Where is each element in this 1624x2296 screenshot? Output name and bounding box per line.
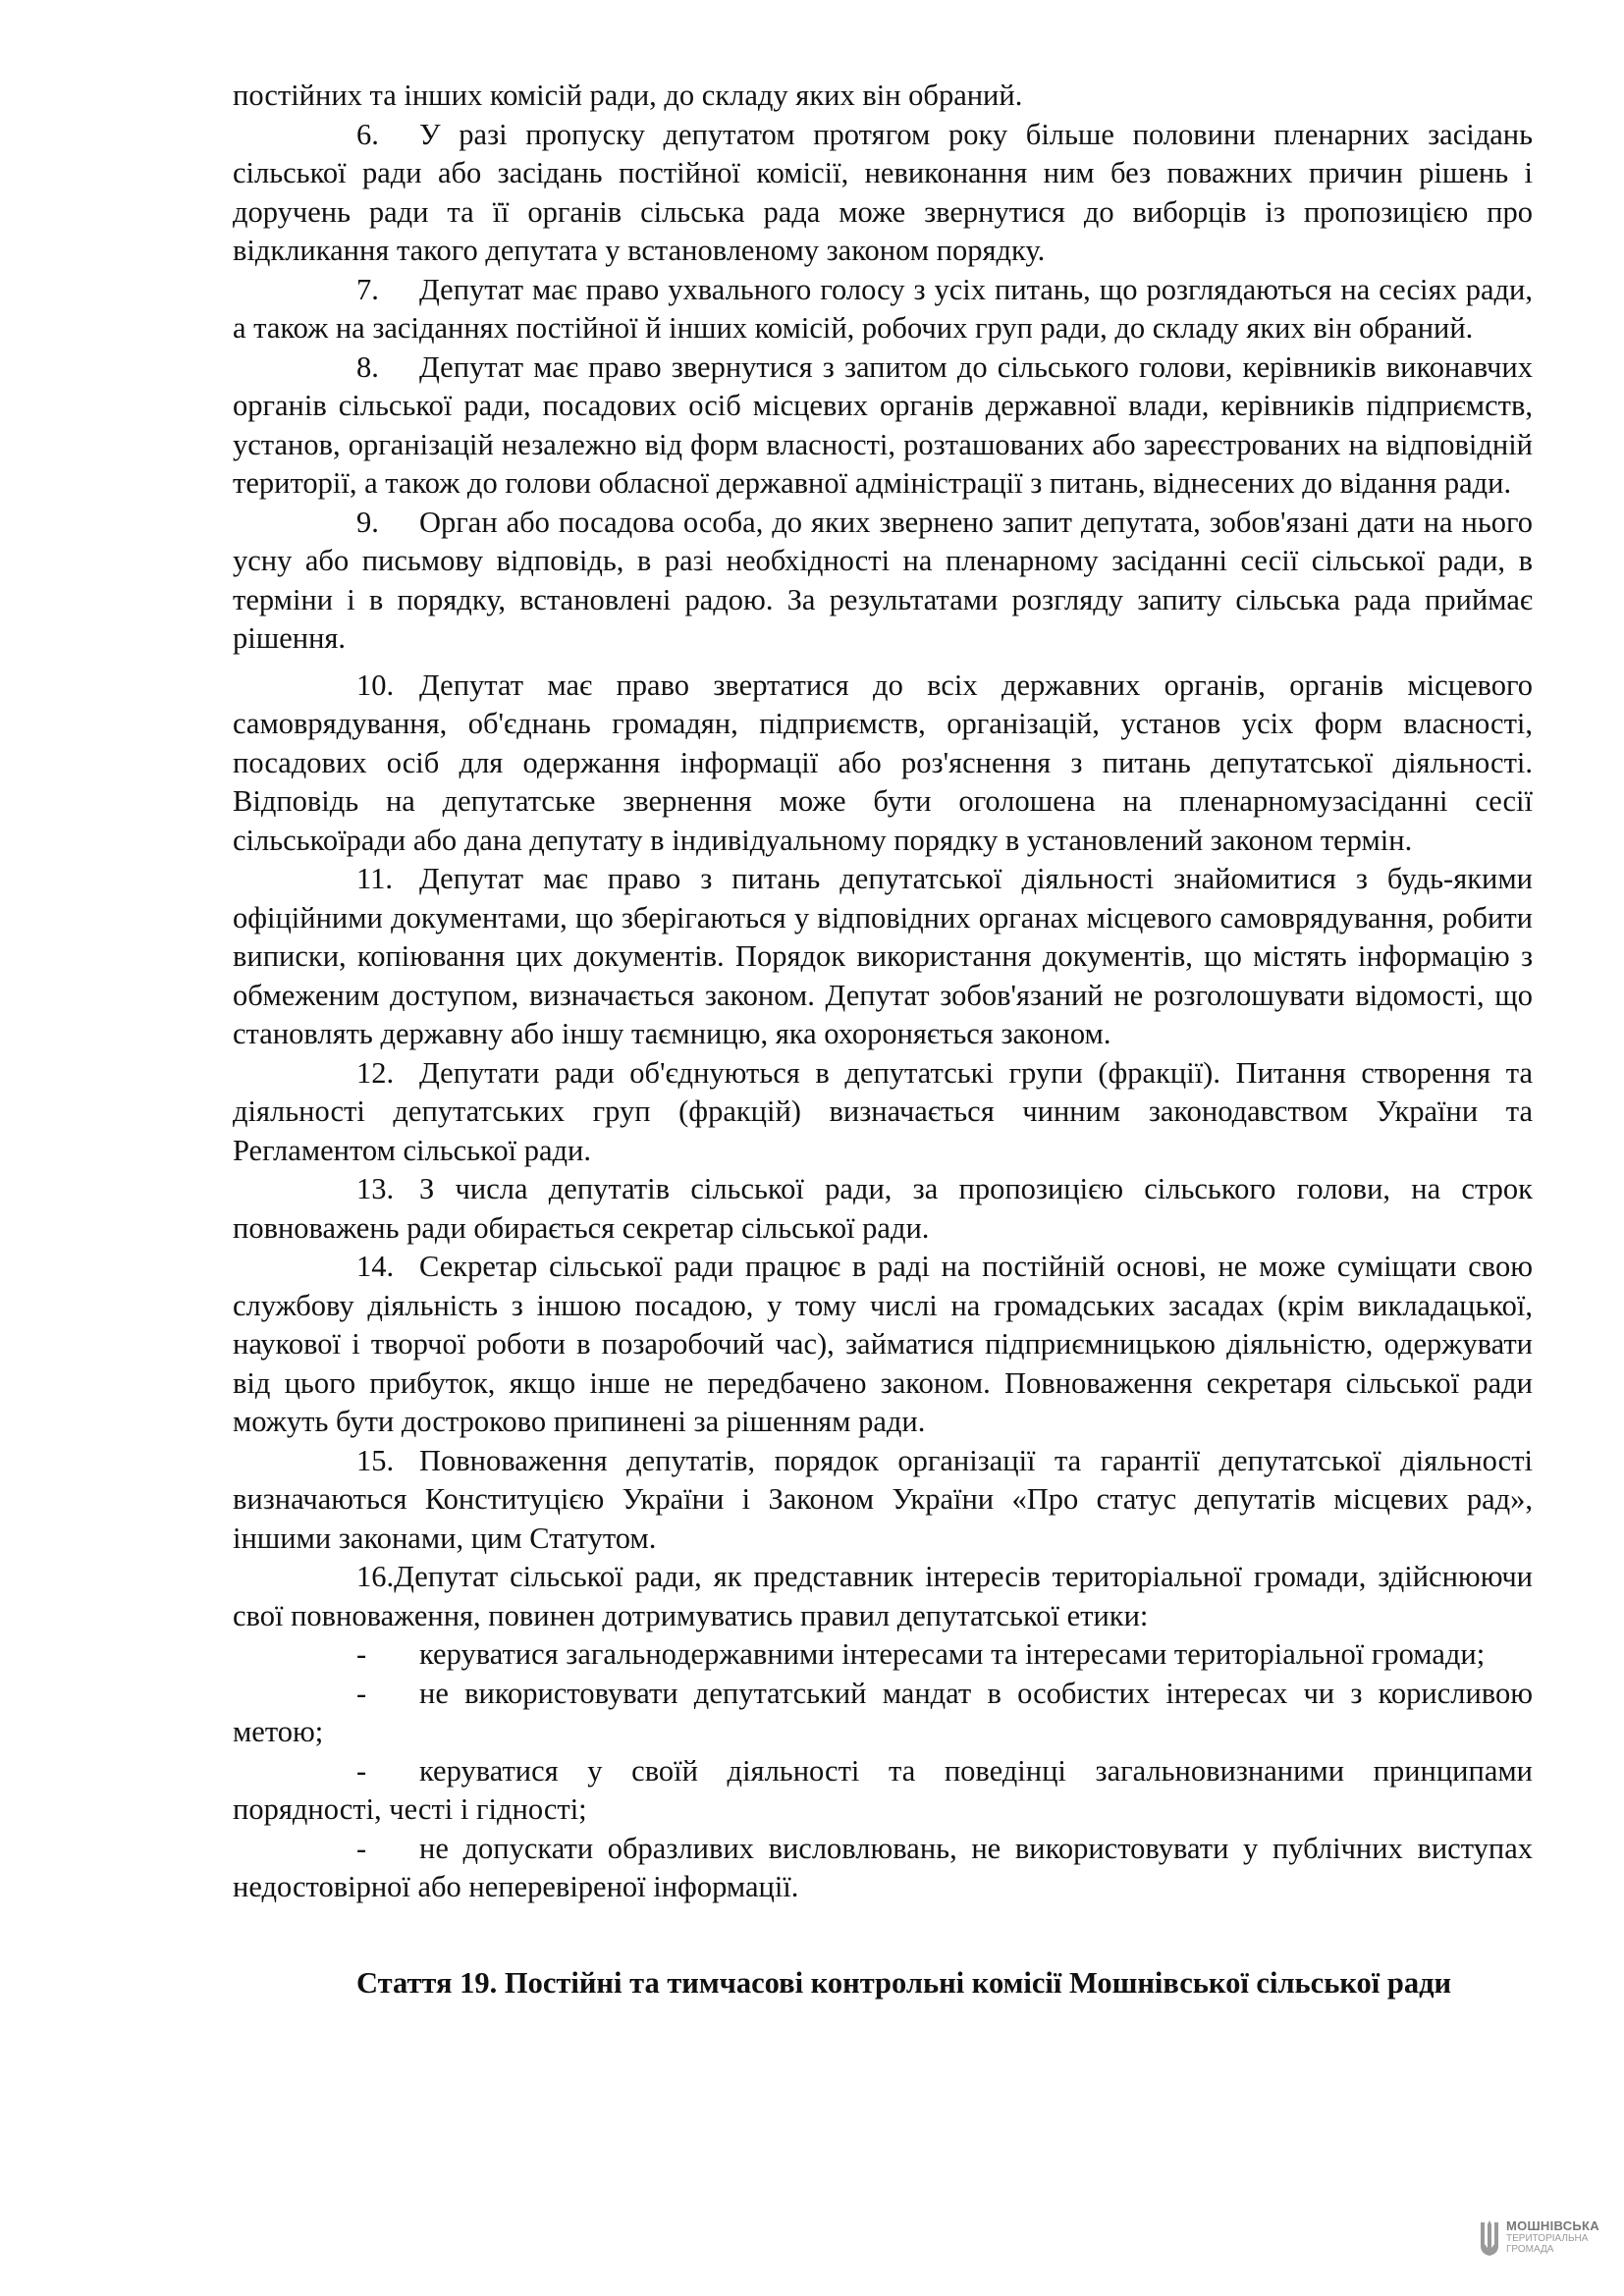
item-13 (233, 1170, 1533, 1248)
article-heading: Стаття 19. Постійні та тимчасові контрольні комісії Мошнівської сільської ради (356, 1965, 1452, 2000)
logo-subtitle-2: ГРОМАДА (1506, 2244, 1554, 2255)
item-number: 15. (356, 1443, 395, 1477)
logo-subtitle-1: ТЕРИТОРІАЛЬНА (1506, 2233, 1589, 2244)
dash-marker: - (356, 1753, 367, 1788)
item-text: Секретар сільської ради працює в раді на постійній основі, не може суміщати свою службову діяльність з іншою посадою, у тому числі на громадських засадах (крім викладацької, наукової і творчої роботи в позаробочий час), займатися підприємницькою діяльністю, одержувати від цього прибуток, якщо інше не передбачено законом. Повноваження секретаря сільської ради можуть бути достроково припинені за рішенням ради. (233, 1250, 1533, 1438)
logo-title: МОШНІВСЬКА (1506, 2218, 1599, 2233)
item-number: 11. (356, 862, 393, 895)
item-9 (233, 504, 1533, 659)
item-text: Орган або посадова особа, до яких звернено запит депутата, зобов'язані дати на нього усну або письмову відповідь, в разі необхідності на пленарному засіданні сесії сільської ради, в терміни і в порядку, встановлені радою. За результатами розгляду запиту сільська рада приймає рішення. (233, 505, 1533, 655)
item-text: Депутат має право ухвального голосу з усіх питань, що розглядаються на сесіях ради, а також на засіданнях постійної й інших комісій, робочих груп ради, до складу яких він обраний. (233, 272, 1533, 345)
item-text: Депутати ради об'єднуються в депутатські групи (фракції). Питання створення та діяльності депутатських груп (фракцій) визначається чинним законодавством України та Регламентом сільської ради. (233, 1055, 1533, 1167)
document-page (233, 77, 1533, 2002)
item-10 (233, 667, 1533, 861)
dash-marker: - (356, 1676, 367, 1710)
item-text: Депутат має право звертатися до всіх державних органів, органів місцевого самоврядування, об'єднань громадян, підприємств, організацій, установ усіх форм власності, посадових осіб для одержання інформації або роз'яснення з питань депутатської діяльності. Відповідь на депутатське звернення може бути оголошена на пленарномузасіданні сесії сільськоїради або дана депутату в індивідуальному порядку в установлений законом термін. (233, 667, 1533, 857)
item-number: 10. (356, 667, 395, 702)
ethics-rule (233, 1675, 1533, 1752)
item-11 (233, 860, 1533, 1054)
ethics-rule-text: не використовувати депутатський мандат в особистих інтересах чи з корисливою метою; (233, 1676, 1533, 1748)
item-text: З числа депутатів сільської ради, за пропозицією сільського голови, на строк повноважень ради обирається секретар сільської ради. (233, 1172, 1533, 1245)
ethics-rule (233, 1635, 1533, 1675)
trident-emblem-icon (1479, 2218, 1500, 2258)
item-number: 14. (356, 1250, 395, 1283)
item-number: 7. (356, 272, 379, 306)
item-number: 12. (356, 1055, 395, 1090)
item-8 (233, 348, 1533, 504)
item-text: Повноваження депутатів, порядок організації та гарантії депутатської діяльності визначаються Конституцією України і Законом України «Про статус депутатів місцевих рад», іншими законами, цим Статутом. (233, 1443, 1533, 1555)
item-text: Депутат має право з питань депутатської діяльності знайомитися з будь-якими офіційними документами, що зберігаються у відповідних органах місцевого самоврядування, робити виписки, копіювання цих документів. Порядок використання документів, що містять інформацію з обмеженим доступом, визначається законом. Депутат зобов'язаний не розголошувати відомості, що становлять державну або іншу таємницю, яка охороняється законом. (233, 862, 1533, 1050)
item-6 (233, 116, 1533, 271)
ethics-rule (233, 1830, 1533, 1907)
continuation-paragraph: постійних та інших комісій ради, до складу яких він обраний. (233, 79, 1023, 112)
item-15 (233, 1442, 1533, 1559)
ethics-rule-text: керуватися загальнодержавними інтересами та інтересами територіальної громади; (419, 1637, 1486, 1671)
community-logo (1479, 2218, 1616, 2273)
item-16: 16.Депутат сільської ради, як представник інтересів територіальної громади, здійснюючи свої повноваження, повинен дотримуватись правил депутатської етики: (233, 1560, 1533, 1632)
ethics-rule (233, 1752, 1533, 1830)
item-7 (233, 271, 1533, 348)
ethics-rule-text: керуватися у своїй діяльності та поведінці загальновизнаними принципами порядності, честі і гідності; (233, 1753, 1533, 1826)
item-12 (233, 1054, 1533, 1171)
ethics-rule-text: не допускати образливих висловлювань, не використовувати у публічних виступах недостовірної або неперевіреної інформації. (233, 1831, 1533, 1903)
item-text: Депутат має право звернутися з запитом до сільського голови, керівників виконавчих органів сільської ради, посадових осіб місцевих органів державної влади, керівників підприємств, установ, організацій незалежно від форм власності, розташованих або зареєстрованих на відповідній території, а також до голови обласної державної адміністрації з питань, віднесених до відання ради. (233, 349, 1533, 500)
item-number: 13. (356, 1172, 395, 1205)
item-number: 9. (356, 505, 379, 539)
item-14 (233, 1248, 1533, 1442)
dash-marker: - (356, 1637, 367, 1671)
item-number: 8. (356, 349, 379, 384)
item-text: У разі пропуску депутатом протягом року більше половини пленарних засідань сільської ради або засідань постійної комісії, невиконання ним без поважних причин рішень і доручень ради та її органів сільська рада може звернутися до виборців із пропозицією про відкликання такого депутата у встановленому законом порядку. (233, 117, 1533, 267)
dash-marker: - (356, 1831, 367, 1865)
item-number: 6. (356, 117, 379, 151)
